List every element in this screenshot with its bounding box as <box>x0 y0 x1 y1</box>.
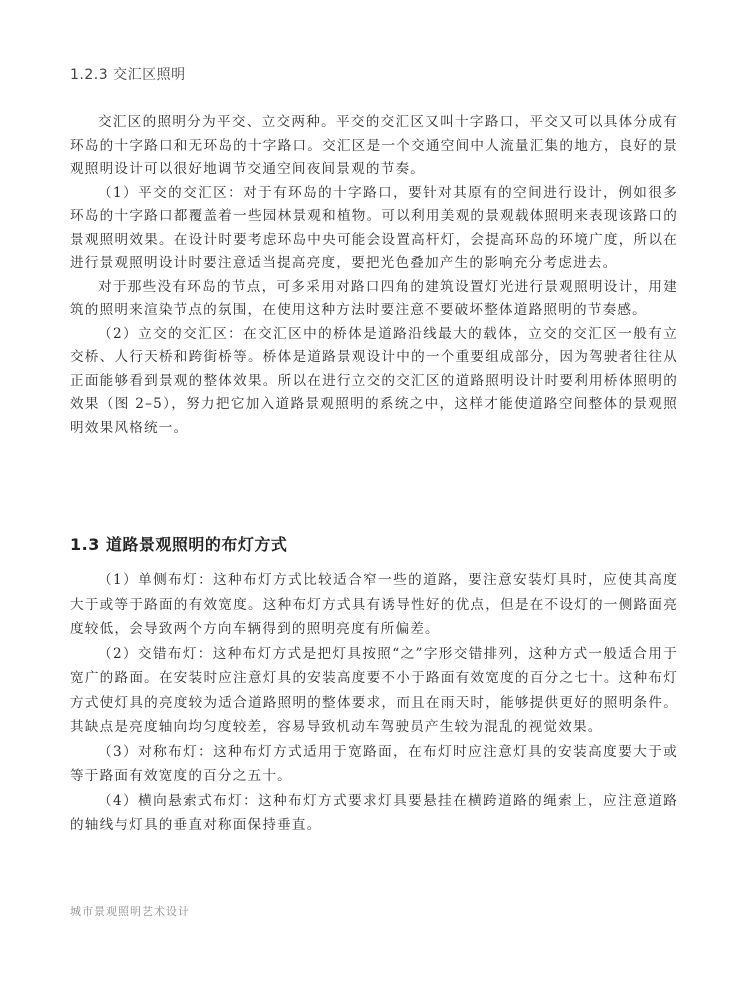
subsection-heading: 1.2.3 交汇区照明 <box>70 67 186 83</box>
section-body <box>70 568 678 838</box>
paragraph-symmetric: （3）对称布灯：这种布灯方式适用于宽路面，在布灯时应注意灯具的安装高度要大于或等于路面有效宽度的百分之五十。 <box>70 743 678 784</box>
paragraph-no-roundabout: 对于那些没有环岛的节点，可多采用对路口四角的建筑设置灯光进行景观照明设计，用建筑的照明来渲染节点的氛围，在使用这种方法时要注意不要破坏整体道路照明的节奏感。 <box>70 278 678 318</box>
subsection-body <box>70 111 678 440</box>
paragraph-interchange: （2）立交的交汇区：在交汇区中的桥体是道路沿线最大的载体，立交的交汇区一般有立交桥、人行天桥和跨街桥等。桥体是道路景观设计中的一个重要组成部分，因为驾驶者往往从正面能够看到景观的整体效果。所以在进行立交的交汇区的道路照明设计时要利用桥体照明的效果（图 2–5），努力把它加入道路景观照明的系统之中，这样才能使道路空间整体的景观照明效果风格统一。 <box>70 325 678 436</box>
paragraph-intro: 交汇区的照明分为平交、立交两种。平交的交汇区又叫十字路口，平交又可以具体分成有环岛的十字路口和无环岛的十字路口。交汇区是一个交通空间中人流量汇集的地方，良好的景观照明设计可以很好地调节交通空间夜间景观的节奏。 <box>70 114 678 177</box>
paragraph-staggered: （2）交错布灯：这种布灯方式是把灯具按照“之”字形交错排列，这种方式一般适合用于宽广的路面。在安装时应注意灯具的安装高度要不小于路面有效宽度的百分之七十。这种布灯方式使灯具的亮度较为适合道路照明的整体要求，而且在雨天时，能够提供更好的照明条件。其缺点是亮度轴向均匀度较差，容易导致机动车驾驶员产生较为混乱的视觉效果。 <box>70 645 678 735</box>
paragraph-catenary: （4）横向悬索式布灯：这种布灯方式要求灯具要悬挂在横跨道路的绳索上，应注意道路的轴线与灯具的垂直对称面保持垂直。 <box>70 792 678 833</box>
paragraph-level-crossing: （1）平交的交汇区：对于有环岛的十字路口，要针对其原有的空间进行设计，例如很多环岛的十字路口都覆盖着一些园林景观和植物。可以利用美观的景观载体照明来表现该路口的景观照明效果。在设计时要考虑环岛中央可能会设置高杆灯，会提高环岛的环境广度，所以在进行景观照明设计时要注意适当提高亮度，要把光色叠加产生的影响充分考虑进去。 <box>70 184 678 271</box>
section-heading: 1.3 道路景观照明的布灯方式 <box>70 535 288 554</box>
paragraph-single-side: （1）单侧布灯：这种布灯方式比较适合窄一些的道路，要注意安装灯具时，应使其高度大于或等于路面的有效宽度。这种布灯方式具有诱导性好的优点，但是在不设灯的一侧路面亮度较低，会导致两个方向车辆得到的照明亮度有所偏差。 <box>70 572 678 637</box>
running-footer: 城市景观照明艺术设计 <box>70 905 190 918</box>
